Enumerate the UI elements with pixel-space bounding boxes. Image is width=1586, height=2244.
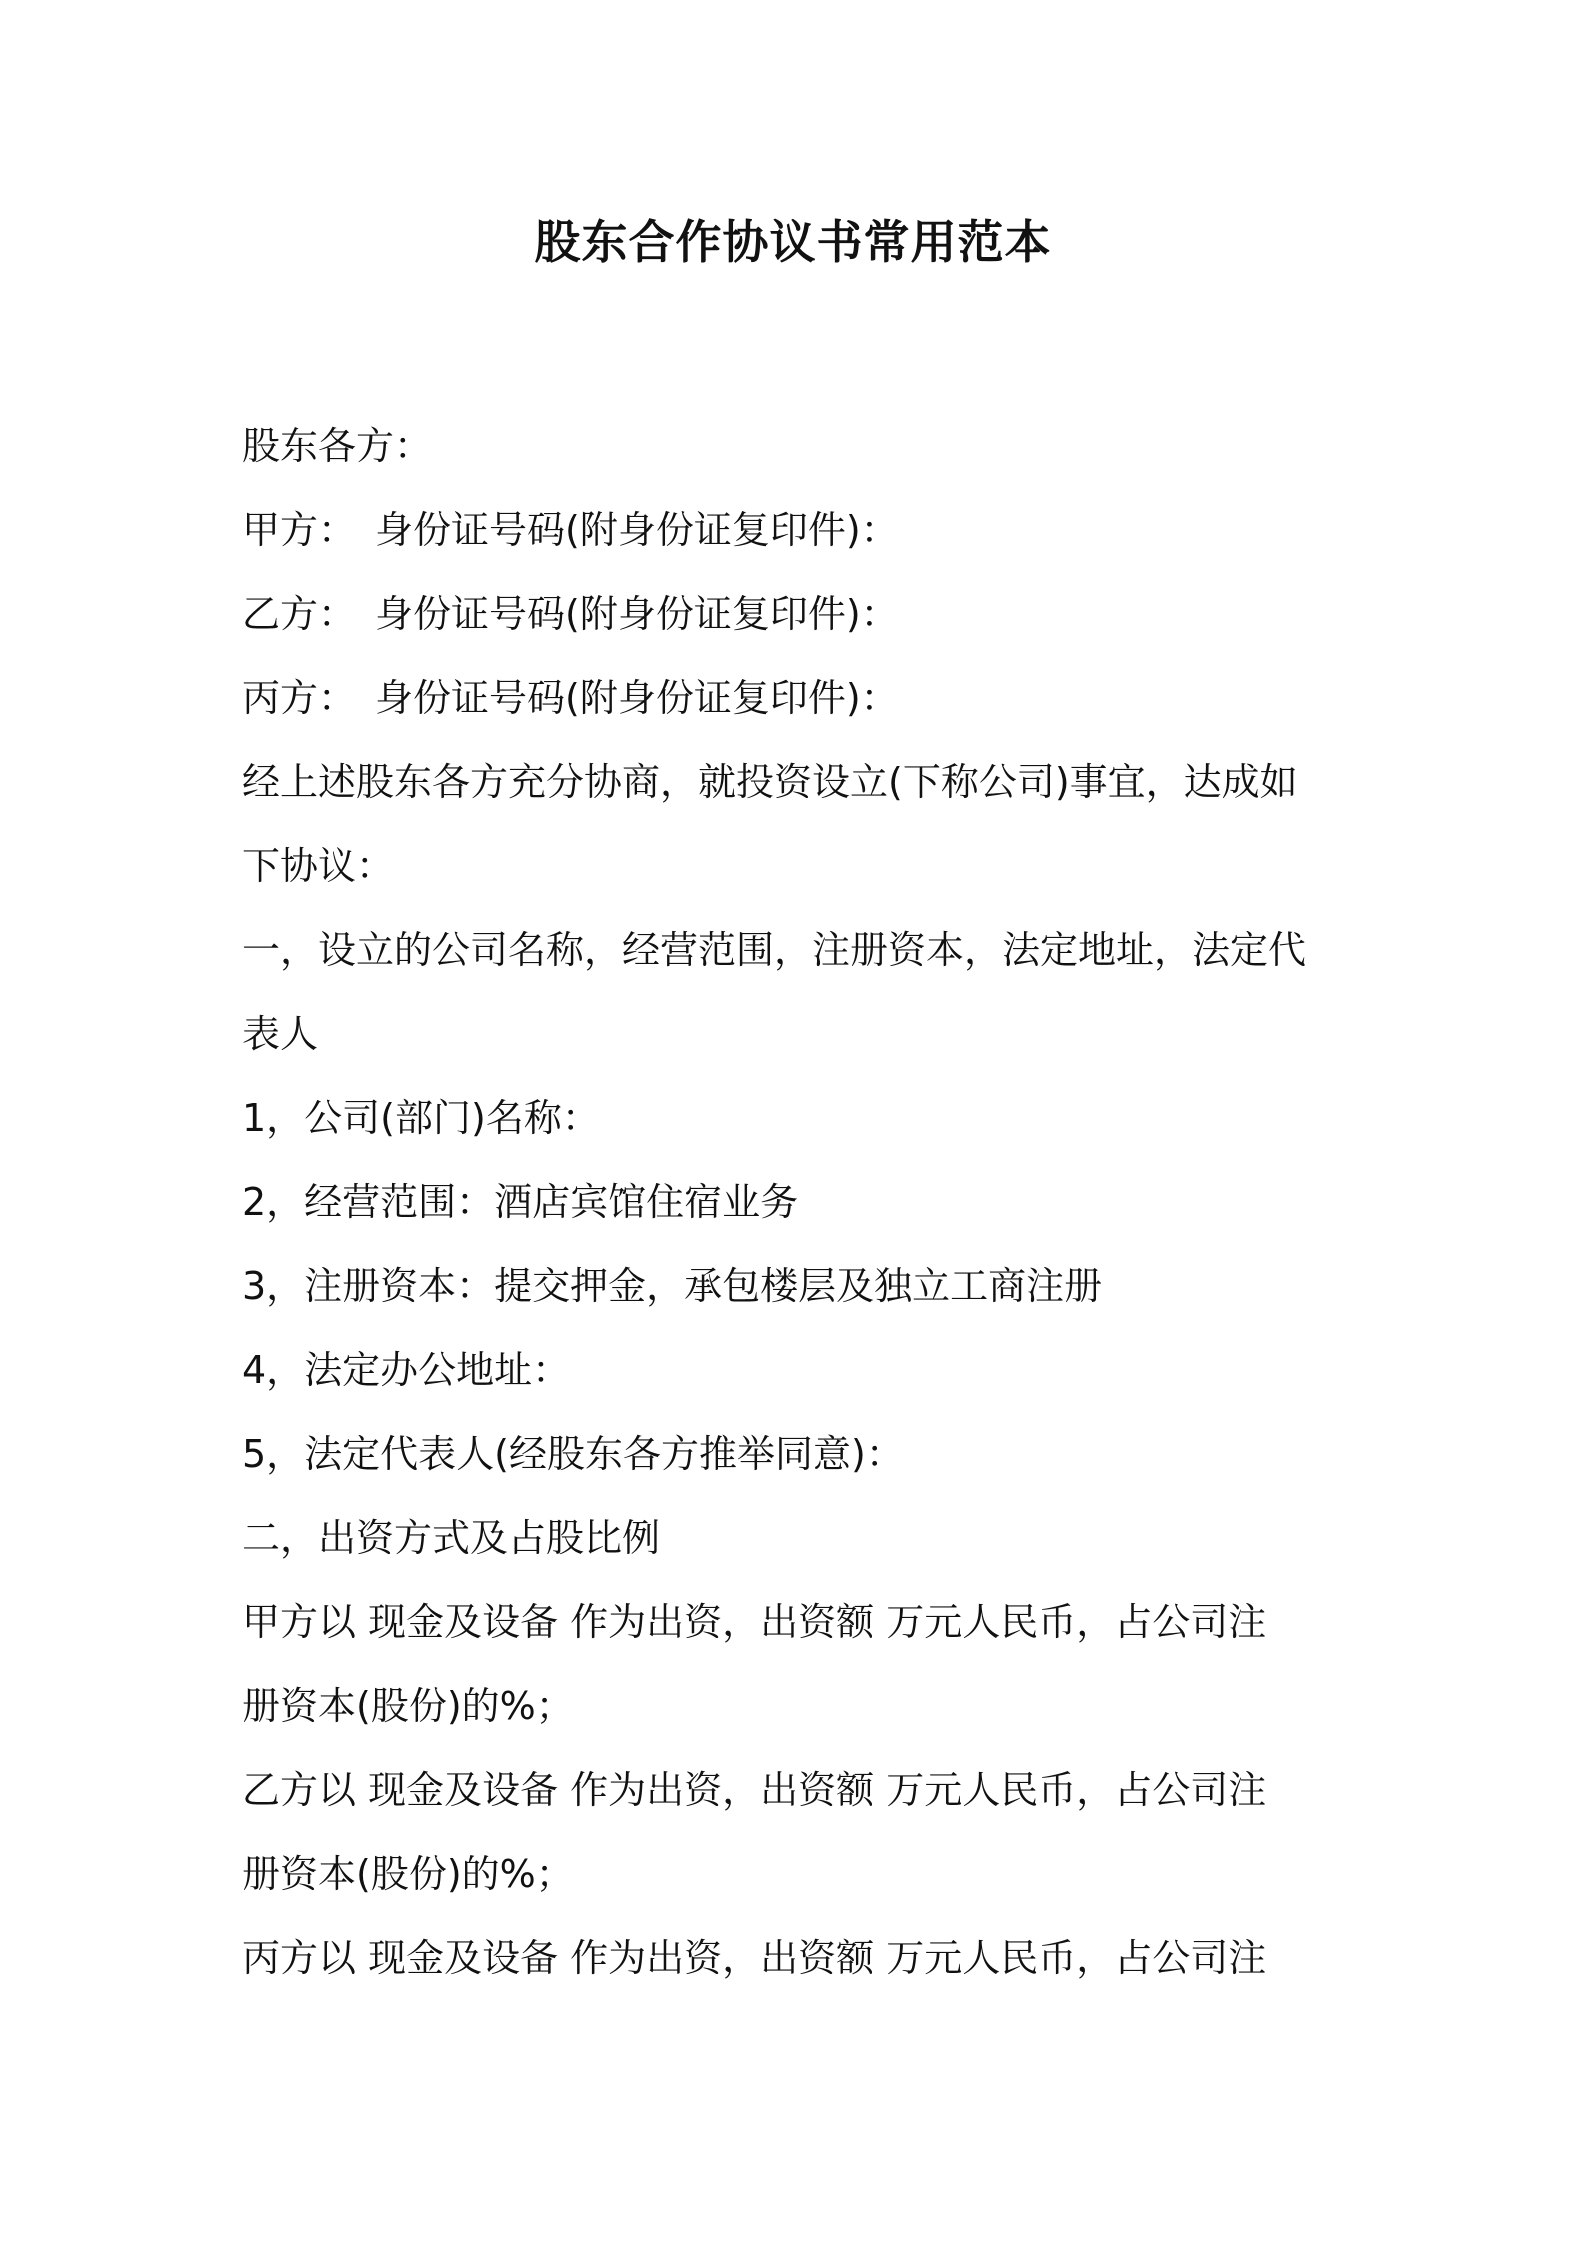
text-line: 乙方以 现金及设备 作为出资，出资额 万元人民币，占公司注 — [242, 1768, 1267, 1812]
text-line: 下协议： — [242, 844, 395, 888]
text-line: 丙方以 现金及设备 作为出资，出资额 万元人民币，占公司注 — [242, 1936, 1267, 1980]
text-line: 4，法定办公地址： — [242, 1348, 571, 1392]
document-body — [242, 404, 1362, 2000]
text-line: 2，经营范围：酒店宾馆住宿业务 — [242, 1180, 799, 1224]
text-line: 乙方： 身份证号码(附身份证复印件)： — [242, 592, 899, 636]
text-line: 册资本(股份)的%； — [242, 1852, 574, 1896]
text-line: 股东各方： — [242, 424, 433, 468]
text-line: 5，法定代表人(经股东各方推举同意)： — [242, 1432, 904, 1476]
text-line: 一，设立的公司名称，经营范围，注册资本，法定地址，法定代 — [242, 928, 1307, 972]
text-line: 3，注册资本：提交押金，承包楼层及独立工商注册 — [242, 1264, 1103, 1308]
text-line: 经上述股东各方充分协商，就投资设立(下称公司)事宜，达成如 — [242, 760, 1298, 804]
text-line: 二，出资方式及占股比例 — [242, 1516, 661, 1560]
text-line: 甲方以 现金及设备 作为出资，出资额 万元人民币，占公司注 — [242, 1600, 1267, 1644]
text-line: 表人 — [242, 1012, 319, 1056]
document-title: 股东合作协议书常用范本 — [534, 215, 1052, 269]
text-line: 册资本(股份)的%； — [242, 1684, 574, 1728]
text-line: 丙方： 身份证号码(附身份证复印件)： — [242, 676, 899, 720]
text-line: 甲方： 身份证号码(附身份证复印件)： — [242, 508, 899, 552]
text-line: 1，公司(部门)名称： — [242, 1096, 600, 1140]
